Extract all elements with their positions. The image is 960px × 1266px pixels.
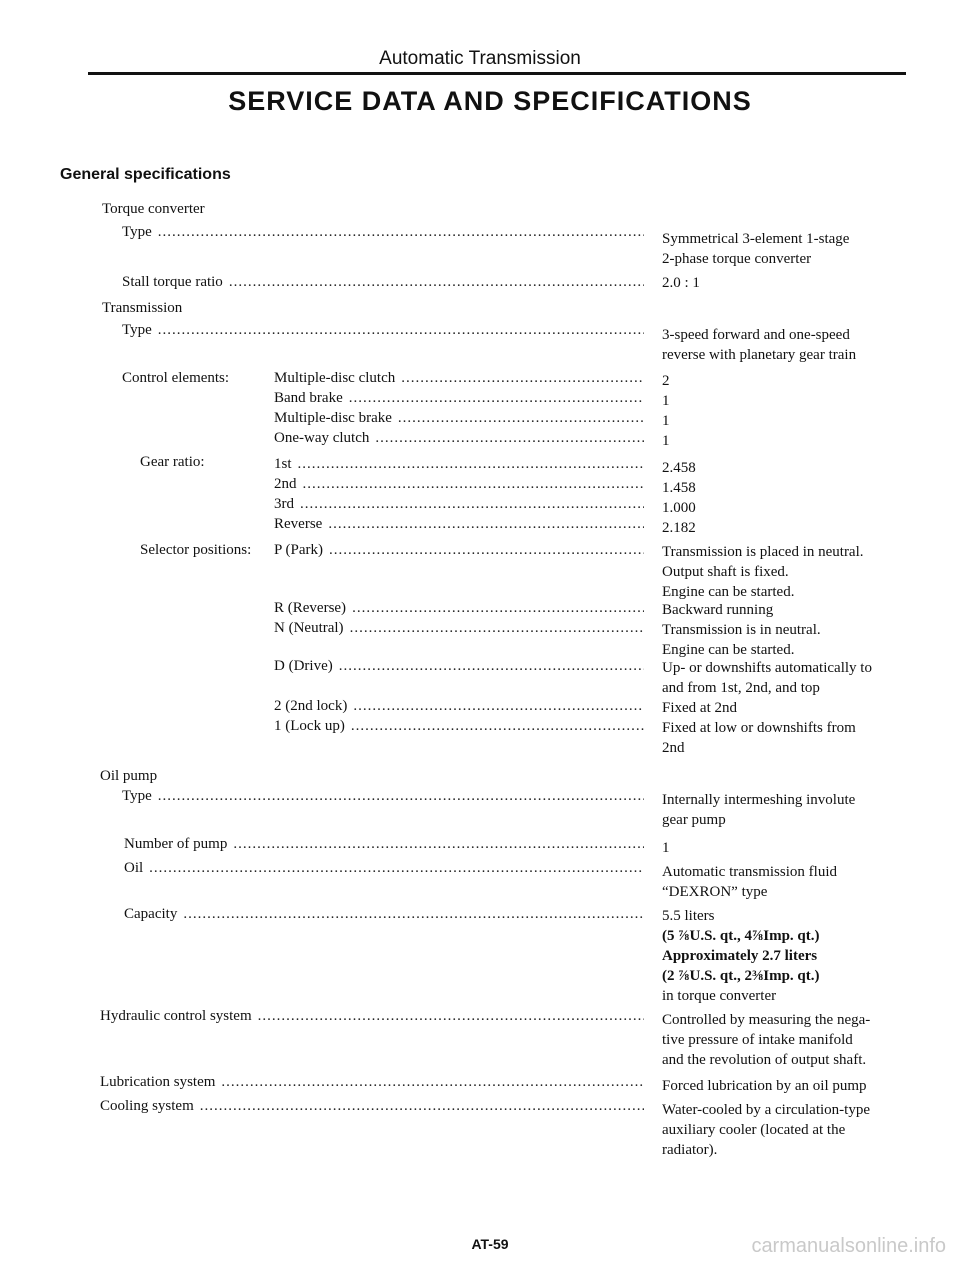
spec-value: Fixed at low or downshifts from 2nd <box>662 720 856 756</box>
leader-dots <box>328 514 644 534</box>
leader-dots <box>221 1072 644 1092</box>
leader-dots <box>349 388 644 408</box>
leader-dots <box>398 408 644 428</box>
spec-value: Transmission is in neutral. Engine can be started. <box>662 622 821 658</box>
spec-row-label: Oil ..... <box>124 858 644 878</box>
page-header: Automatic Transmission <box>379 48 581 69</box>
spec-row-label: Capacity ..... <box>124 904 644 924</box>
leader-dots <box>353 696 644 716</box>
spec-value: 1 <box>662 840 670 856</box>
spec-value: Symmetrical 3-element 1-stage 2-phase torque converter <box>662 231 850 267</box>
spec-row-label: Reverse ..... <box>274 514 644 534</box>
leader-dots <box>352 598 644 618</box>
leader-dots <box>300 494 644 514</box>
spec-row-label: 3rd ..... <box>274 494 644 514</box>
spec-row-label: One-way clutch ..... <box>274 428 644 448</box>
spec-row-label: Lubrication system ..... <box>100 1072 644 1092</box>
spec-row-label: Stall torque ratio ..... <box>122 272 644 292</box>
spec-row-label: P (Park) ..... <box>274 540 644 560</box>
spec-value: Water-cooled by a circulation-type auxiliary cooler (located at the radiator). <box>662 1102 870 1158</box>
leader-dots <box>183 904 644 924</box>
spec-row-label: N (Neutral) ..... <box>274 618 644 638</box>
spec-row-label: 1st ..... <box>274 454 644 474</box>
leader-dots <box>158 320 644 340</box>
spec-value: Internally intermeshing involute gear pump <box>662 792 856 828</box>
spec-value: 3-speed forward and one-speed reverse with planetary gear train <box>662 327 857 363</box>
spec-value: 2.458 <box>662 460 696 476</box>
spec-row-label: 1 (Lock up) ..... <box>274 716 644 736</box>
leader-dots <box>351 716 644 736</box>
spec-value: 1 <box>662 433 670 449</box>
spec-value: Fixed at 2nd <box>662 700 737 716</box>
page-title: SERVICE DATA AND SPECIFICATIONS <box>228 86 752 116</box>
spec-value: 2.0 : 1 <box>662 275 700 291</box>
spec-row-label: Band brake ..... <box>274 388 644 408</box>
spec-row-label: Type ..... <box>122 222 644 242</box>
leader-dots <box>149 858 644 878</box>
spec-row-label: Cooling system ..... <box>100 1096 644 1116</box>
spec-value: Transmission is placed in neutral. Output shaft is fixed. Engine can be started. <box>662 544 864 600</box>
spec-row-label: R (Reverse) ..... <box>274 598 644 618</box>
leader-dots <box>329 540 644 560</box>
leader-dots <box>233 834 644 854</box>
leader-dots <box>339 656 644 676</box>
sublabel-selector-positions: Selector positions: <box>140 542 252 558</box>
sublabel-control-elements: Control elements: <box>122 370 230 386</box>
spec-value: 1.458 <box>662 480 696 496</box>
spec-row-label: Multiple-disc clutch ..... <box>274 368 644 388</box>
spec-value: 2 <box>662 373 670 389</box>
group-oil-pump: Oil pump <box>100 768 158 784</box>
spec-row-label: Type ..... <box>122 320 644 340</box>
leader-dots <box>200 1096 644 1116</box>
spec-row-label: Hydraulic control system ..... <box>100 1006 644 1026</box>
spec-row-label: D (Drive) ..... <box>274 656 644 676</box>
spec-value: 1 <box>662 393 670 409</box>
spec-value: Backward running <box>662 602 774 618</box>
header-rule <box>88 72 906 75</box>
spec-value: Controlled by measuring the nega- tive pressure of intake manifold and the revolution of output shaft. <box>662 1012 871 1068</box>
spec-row-label: Number of pump ..... <box>124 834 644 854</box>
spec-value: 2.182 <box>662 520 696 536</box>
leader-dots <box>158 786 644 806</box>
leader-dots <box>298 454 644 474</box>
spec-value: 1 <box>662 413 670 429</box>
spec-value: 1.000 <box>662 500 696 516</box>
spec-value: Automatic transmission fluid “DEXRON” type <box>662 864 837 900</box>
spec-row-label: 2 (2nd lock) ..... <box>274 696 644 716</box>
spec-value: Up- or downshifts automatically to and from 1st, 2nd, and top <box>662 660 872 696</box>
spec-row-label: Type ..... <box>122 786 644 806</box>
section-heading: General specifications <box>60 166 231 183</box>
leader-dots <box>303 474 645 494</box>
group-torque-converter: Torque converter <box>102 201 205 217</box>
sublabel-gear-ratio: Gear ratio: <box>140 454 205 470</box>
spec-row-label: Multiple-disc brake ..... <box>274 408 644 428</box>
spec-value: Forced lubrication by an oil pump <box>662 1078 867 1094</box>
leader-dots <box>258 1006 644 1026</box>
leader-dots <box>401 368 644 388</box>
leader-dots <box>229 272 644 292</box>
group-transmission: Transmission <box>102 300 183 316</box>
leader-dots <box>350 618 644 638</box>
leader-dots <box>375 428 644 448</box>
spec-row-label: 2nd ..... <box>274 474 644 494</box>
page-number: AT-59 <box>471 1236 509 1252</box>
watermark: carmanualsonline.info <box>751 1235 946 1257</box>
spec-value: 5.5 liters (5 ⅞U.S. qt., 4⅞Imp. qt.) Approximately 2.7 liters (2 ⅞U.S. qt., 2⅜Imp. qt.) in torque converter <box>662 908 820 1004</box>
leader-dots <box>158 222 644 242</box>
